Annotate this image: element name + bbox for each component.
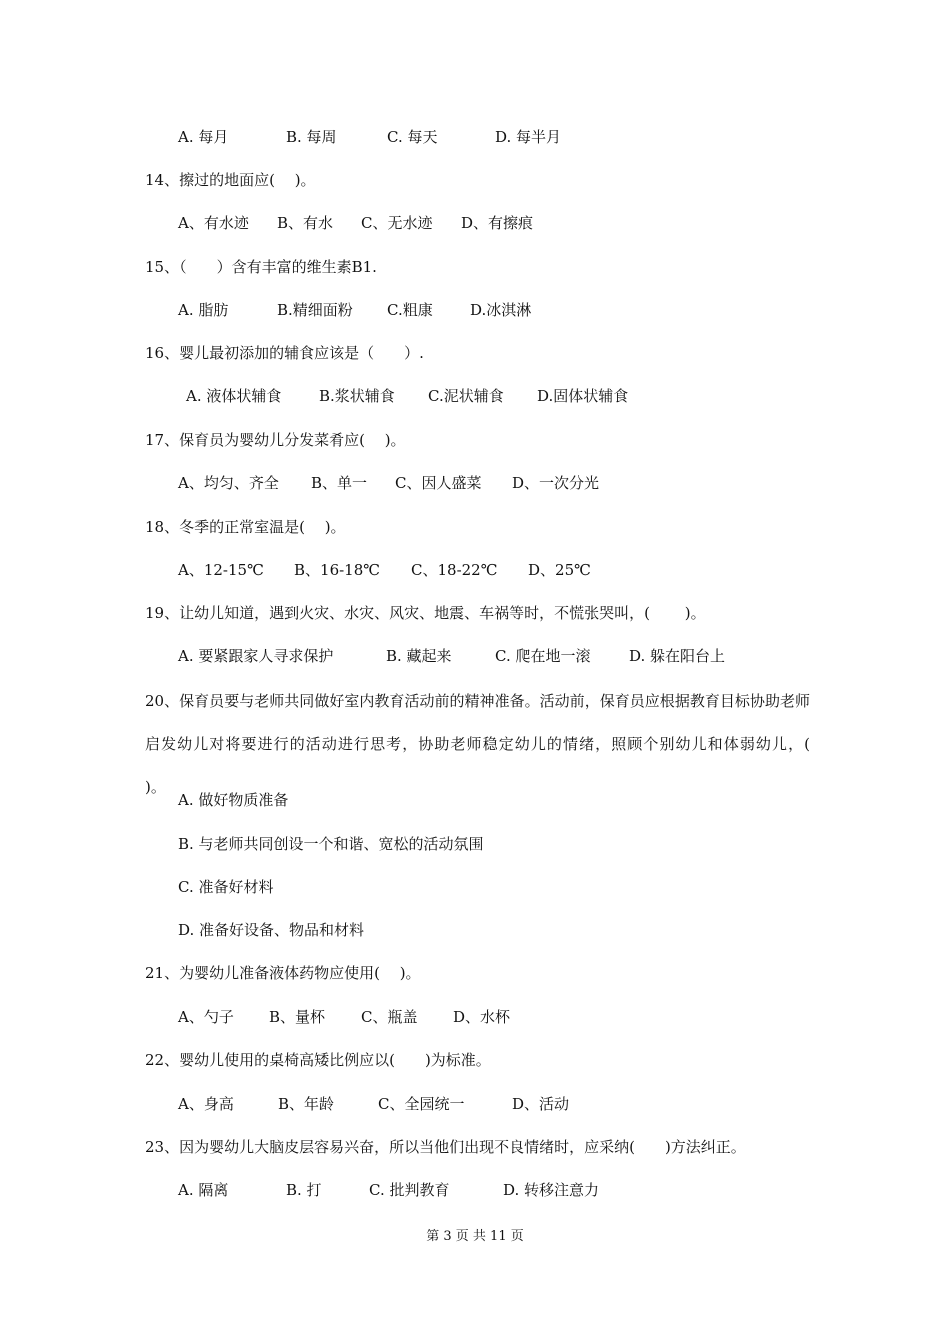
q16-option-d: D.固体状辅食 bbox=[537, 387, 629, 405]
q20-option-d: D. 准备好设备、物品和材料 bbox=[178, 921, 365, 939]
q15-text: 15、（ ）含有丰富的维生素B1. bbox=[145, 258, 377, 276]
q15-option-d: D.冰淇淋 bbox=[470, 301, 532, 319]
q16-option-a: A. 液体状辅食 bbox=[186, 387, 282, 405]
q21-option-d: D、水杯 bbox=[453, 1008, 511, 1026]
q18-option-d: D、25℃ bbox=[528, 561, 591, 579]
q22-option-c: C、全园统一 bbox=[378, 1095, 465, 1113]
q17-options bbox=[178, 473, 599, 493]
q18-option-a: A、12-15℃ bbox=[178, 561, 264, 579]
q13-option-d: D. 每半月 bbox=[495, 128, 562, 146]
q14-option-c: C、无水迹 bbox=[361, 214, 433, 232]
q16-text: 16、婴儿最初添加的辅食应该是（ ）. bbox=[145, 344, 424, 362]
q14-text: 14、擦过的地面应( )。 bbox=[145, 171, 316, 189]
q16-option-c: C.泥状辅食 bbox=[428, 387, 504, 405]
q13-option-a: A. 每月 bbox=[178, 128, 229, 146]
q23-options bbox=[178, 1180, 599, 1200]
q18-option-c: C、18-22℃ bbox=[411, 561, 498, 579]
q15-options bbox=[178, 300, 531, 320]
q19-option-c: C. 爬在地一滚 bbox=[495, 647, 591, 665]
q14-option-a: A、有水迹 bbox=[178, 214, 249, 232]
q14-option-b: B、有水 bbox=[277, 214, 334, 232]
q15-option-c: C.粗康 bbox=[387, 301, 433, 319]
q23-option-b: B. 打 bbox=[286, 1181, 322, 1199]
q21-option-c: C、瓶盖 bbox=[361, 1008, 418, 1026]
q19-options bbox=[178, 646, 725, 666]
q15-option-a: A. 脂肪 bbox=[178, 301, 229, 319]
q19-option-b: B. 藏起来 bbox=[386, 647, 452, 665]
q16-option-b: B.浆状辅食 bbox=[319, 387, 395, 405]
q22-options bbox=[178, 1094, 569, 1114]
q20-option-b: B. 与老师共同创设一个和谐、宽松的活动氛围 bbox=[178, 835, 484, 853]
page-number-footer: 第 3 页 共 11 页 bbox=[426, 1229, 524, 1244]
q17-option-a: A、均匀、齐全 bbox=[178, 474, 279, 492]
q21-option-a: A、勺子 bbox=[178, 1008, 234, 1026]
q18-option-b: B、16-18℃ bbox=[294, 561, 381, 579]
q17-text: 17、保育员为婴幼儿分发菜肴应( )。 bbox=[145, 431, 406, 449]
q17-option-c: C、因人盛菜 bbox=[395, 474, 482, 492]
q21-option-b: B、量杯 bbox=[269, 1008, 326, 1026]
q14-option-d: D、有擦痕 bbox=[461, 214, 534, 232]
q19-option-a: A. 要紧跟家人寻求保护 bbox=[178, 647, 334, 665]
q21-text: 21、为婴幼儿准备液体药物应使用( )。 bbox=[145, 964, 421, 982]
q23-option-a: A. 隔离 bbox=[178, 1181, 229, 1199]
q21-options bbox=[178, 1007, 510, 1027]
q17-option-b: B、单一 bbox=[311, 474, 368, 492]
q13-option-c: C. 每天 bbox=[387, 128, 438, 146]
q22-option-b: B、年龄 bbox=[278, 1095, 335, 1113]
q15-option-b: B.精细面粉 bbox=[277, 301, 353, 319]
q22-text: 22、婴幼儿使用的桌椅高矮比例应以( )为标准。 bbox=[145, 1051, 491, 1069]
q23-text: 23、因为婴幼儿大脑皮层容易兴奋，所以当他们出现不良情绪时，应采纳( )方法纠正。 bbox=[145, 1138, 746, 1156]
q14-options bbox=[178, 213, 533, 233]
q20-text: 20、保育员要与老师共同做好室内教育活动前的精神准备。活动前，保育员应根据教育目标协助老师启发幼儿对将要进行的活动进行思考，协助老师稳定幼儿的情绪，照顾个别幼儿和体弱幼儿，( )。 bbox=[145, 692, 845, 796]
q13-options bbox=[178, 127, 561, 147]
q13-option-b: B. 每周 bbox=[286, 128, 337, 146]
q19-option-d: D. 躲在阳台上 bbox=[629, 647, 726, 665]
q16-options bbox=[186, 386, 628, 406]
q19-text: 19、让幼儿知道，遇到火灾、水灾、风灾、地震、车祸等时，不慌张哭叫，( )。 bbox=[145, 604, 706, 622]
q23-option-c: C. 批判教育 bbox=[369, 1181, 450, 1199]
q20-option-c: C. 准备好材料 bbox=[178, 878, 274, 896]
q18-options bbox=[178, 560, 591, 580]
q17-option-d: D、一次分光 bbox=[512, 474, 600, 492]
q18-text: 18、冬季的正常室温是( )。 bbox=[145, 518, 346, 536]
q22-option-a: A、身高 bbox=[178, 1095, 234, 1113]
q23-option-d: D. 转移注意力 bbox=[503, 1181, 600, 1199]
q20-option-a: A. 做好物质准备 bbox=[178, 791, 289, 809]
q22-option-d: D、活动 bbox=[512, 1095, 570, 1113]
